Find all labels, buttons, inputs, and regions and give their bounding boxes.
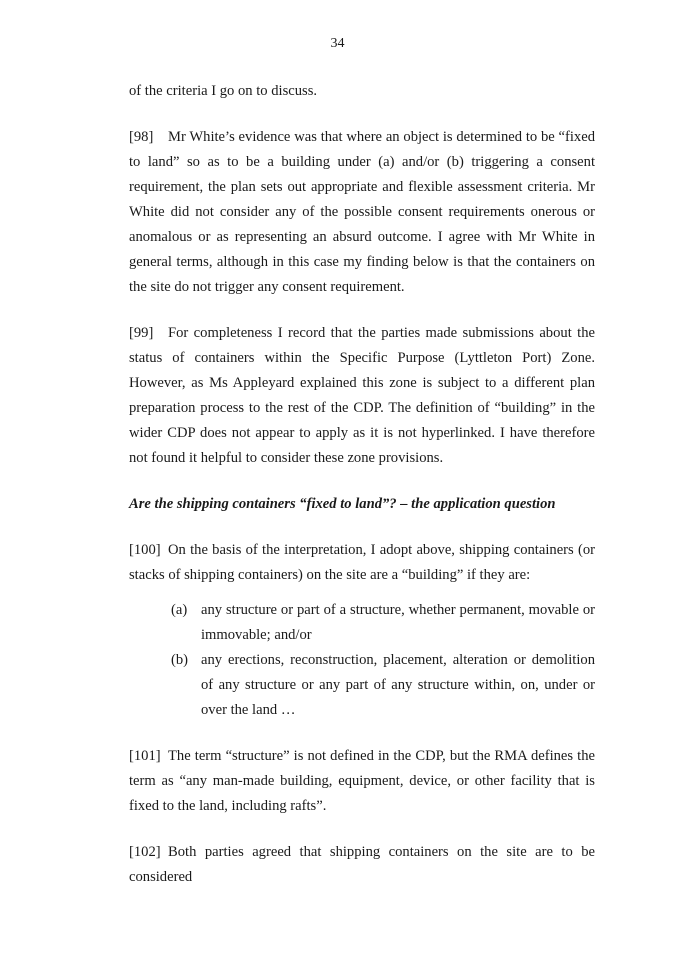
paragraph-text: of the criteria I go on to discuss. [129,83,318,99]
paragraph-99 [129,321,595,471]
list-marker: (b) [171,652,189,668]
paragraph-number: [99] [129,325,154,341]
list-item [171,598,595,648]
list-item-text: any erections, reconstruction, placement, alteration or demolition of any structure or any part of any structure within, on, under or over the land … [201,652,595,718]
list-item-text: any structure or part of a structure, whether permanent, movable or immovable; and/or [201,602,595,643]
paragraph-number: [102] [129,844,161,860]
paragraph-text: The term “structure” is not defined in the CDP, but the RMA defines the term as “any man-made building, equipment, device, or other facility that is fixed to the land, including rafts”. [129,748,595,814]
paragraph-101 [129,744,595,819]
criteria-list [129,598,595,723]
paragraph-102 [129,840,595,890]
paragraph-text: Mr White’s evidence was that where an object is determined to be “fixed to land” so as to be a building under (a) and/or (b) triggering a consent requirement, the plan sets out appropriate and flexible assessment criteria. Mr White did not consider any of the possible consent requirements onerous or anomalous or as representing an absurd outcome. I agree with Mr White in general terms, although in this case my finding below is that the containers on the site do not trigger any consent requirement. [129,129,595,295]
list-item [171,648,595,723]
list-marker: (a) [171,602,188,618]
document-body [129,79,595,890]
paragraph-100 [129,538,595,588]
page-number: 34 [330,36,345,51]
paragraph-number: [98] [129,129,154,145]
paragraph-text: For completeness I record that the parties made submissions about the status of containers within the Specific Purpose (Lyttleton Port) Zone. However, as Ms Appleyard explained this zone is subject to a different plan preparation process to the rest of the CDP. The definition of “building” in the wider CDP does not appear to apply as it is not hyperlinked. I have therefore not found it helpful to consider these zone provisions. [129,325,595,466]
paragraph-number: [100] [129,542,161,558]
paragraph-text: On the basis of the interpretation, I adopt above, shipping containers (or stacks of shipping containers) on the site are a “building” if they are: [129,542,595,583]
paragraph-text: Both parties agreed that shipping containers on the site are to be considered [129,844,595,885]
paragraph-98 [129,125,595,300]
continuation-paragraph [129,79,595,104]
section-heading: Are the shipping containers “fixed to land”? – the application question [129,496,556,512]
paragraph-number: [101] [129,748,161,764]
